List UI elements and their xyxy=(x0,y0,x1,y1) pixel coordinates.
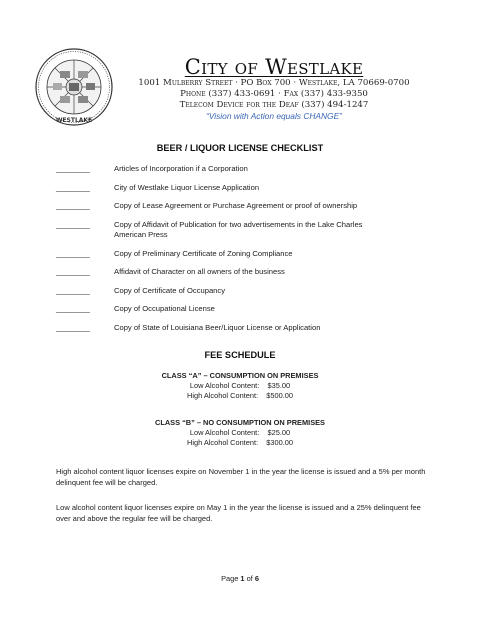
checklist-blank: ________ xyxy=(56,304,90,313)
class-b-low-row xyxy=(0,428,480,438)
checklist-title: BEER / LIQUOR LICENSE CHECKLIST xyxy=(156,143,324,153)
class-b-high-value: $300.00 xyxy=(266,438,293,447)
checklist-item xyxy=(56,164,396,175)
low-alcohol-note: Low alcohol content liquor licenses expire on May 1 in the year the license is issued and a 25% delinquent fee over and above the regular fee will be charged. xyxy=(56,503,421,523)
class-b-heading: CLASS “B” – NO CONSUMPTION ON PREMISES xyxy=(154,418,325,427)
checklist-item-text: Copy of Occupational License xyxy=(114,304,215,313)
class-a-high-value: $500.00 xyxy=(266,391,293,400)
seal-text: WESTLAKE xyxy=(55,117,93,124)
class-b-high-row xyxy=(0,438,480,448)
checklist-item xyxy=(56,304,396,315)
phone-fax-line: Phone (337) 433-0691 · Fax (337) 433-9350 xyxy=(180,89,368,99)
checklist-item xyxy=(56,249,396,260)
class-b-low-label: Low Alcohol Content: xyxy=(189,428,260,437)
checklist-blank: ________ xyxy=(56,164,90,173)
city-name: City of Westlake xyxy=(184,55,364,79)
class-b-high-label: High Alcohol Content: xyxy=(186,438,259,447)
city-seal-icon xyxy=(34,47,114,127)
class-a-low-label: Low Alcohol Content: xyxy=(189,381,260,390)
checklist-blank: ________ xyxy=(56,322,90,332)
high-alcohol-note: High alcohol content liquor licenses expire on November 1 in the year the license is issued and a 5% per month delinquent fee will be charged. xyxy=(56,467,426,487)
checklist-item xyxy=(56,286,396,297)
checklist-item xyxy=(56,201,396,212)
page-current: 1 xyxy=(240,574,245,583)
checklist-item-text: Copy of Affidavit of Publication for two advertisements in the Lake Charles American Press xyxy=(114,219,363,239)
checklist-item-text: Copy of Certificate of Occupancy xyxy=(114,285,226,295)
class-b-block xyxy=(0,418,480,448)
checklist-blank: ________ xyxy=(56,182,90,192)
checklist-item-text: City of Westlake Liquor License Application xyxy=(114,182,260,192)
class-a-high-row xyxy=(0,391,480,401)
checklist-item xyxy=(56,267,396,278)
checklist-blank: ________ xyxy=(56,201,90,210)
class-b-low-value: $25.00 xyxy=(267,428,291,437)
checklist-item xyxy=(56,220,396,241)
page-footer xyxy=(0,574,480,583)
page-total: 6 xyxy=(254,574,259,583)
checklist-item xyxy=(56,183,396,194)
checklist-item xyxy=(56,323,396,334)
checklist-blank: ________ xyxy=(56,219,90,229)
checklist-item-text: Copy of State of Louisiana Beer/Liquor License or Application xyxy=(114,322,321,332)
checklist-item-text: Copy of Lease Agreement or Purchase Agreement or proof of ownership xyxy=(114,201,358,210)
checklist-blank: ________ xyxy=(56,285,90,295)
checklist-item-text: Copy of Preliminary Certificate of Zoning Compliance xyxy=(114,248,293,258)
fee-schedule-title: FEE SCHEDULE xyxy=(204,350,276,360)
class-a-low-value: $35.00 xyxy=(267,381,291,390)
class-a-block xyxy=(0,371,480,401)
class-a-low-row xyxy=(0,381,480,391)
class-a-heading: CLASS “A” – CONSUMPTION ON PREMISES xyxy=(161,371,319,380)
checklist-item-text: Articles of Incorporation if a Corporation xyxy=(114,164,248,173)
checklist-blank: ________ xyxy=(56,248,90,258)
of-word: of xyxy=(246,574,253,583)
motto: “Vision with Action equals CHANGE” xyxy=(206,111,342,121)
checklist-item-text: Affidavit of Character on all owners of the business xyxy=(114,267,285,276)
letterhead xyxy=(124,56,424,121)
page-word: Page xyxy=(221,574,239,583)
tdd-line: Telecom Device for the Deaf (337) 494-1247 xyxy=(179,100,369,110)
class-a-high-label: High Alcohol Content: xyxy=(186,391,259,400)
checklist xyxy=(56,164,396,333)
address-line: 1001 Mulberry Street · PO Box 700 · Westlake, LA 70669-0700 xyxy=(138,78,410,88)
checklist-blank: ________ xyxy=(56,267,90,276)
